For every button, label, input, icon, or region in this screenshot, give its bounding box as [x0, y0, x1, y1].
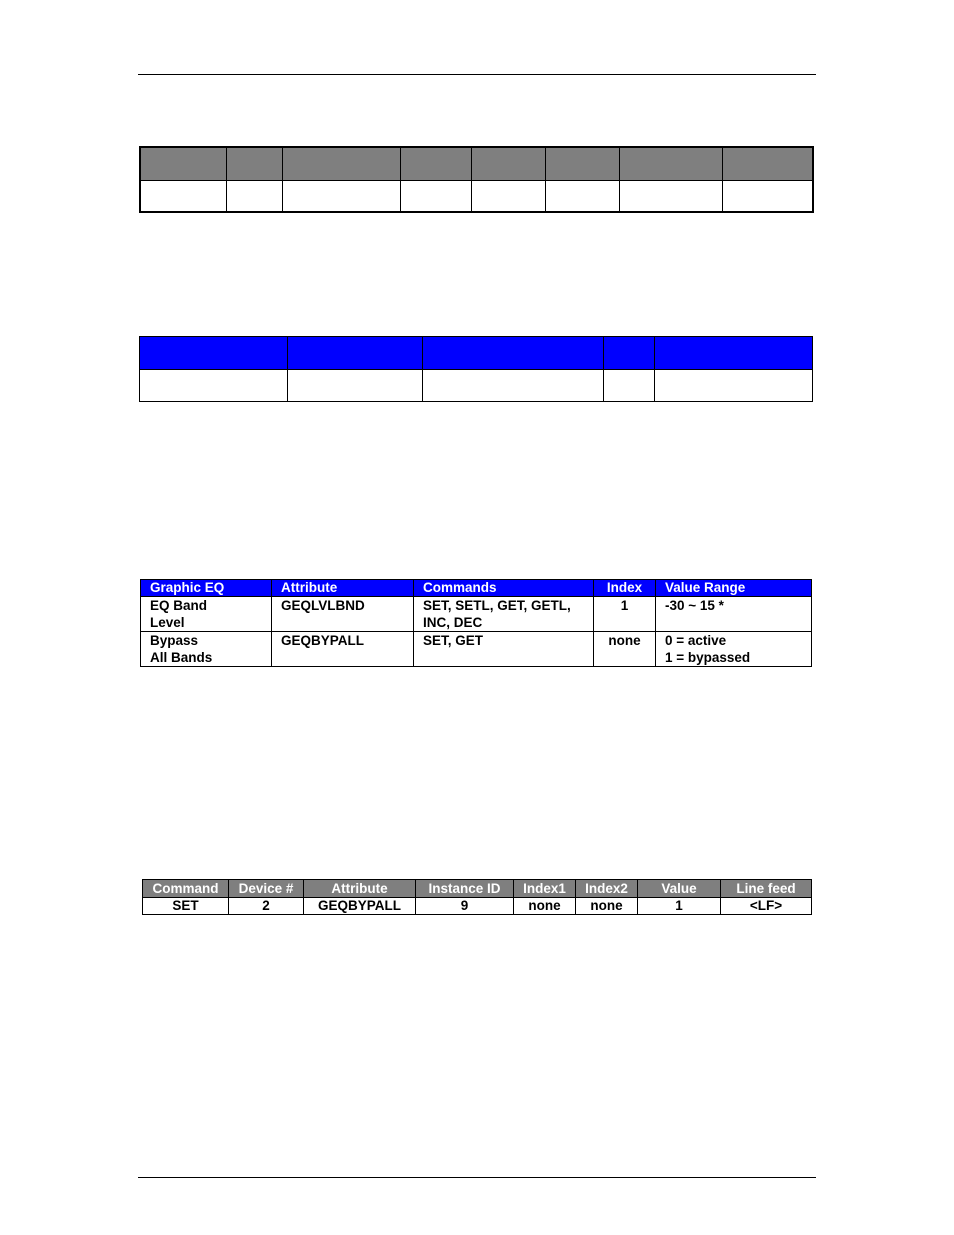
header-commands: Commands [414, 580, 594, 597]
header-line-feed: Line feed [721, 880, 812, 898]
header-cell [722, 147, 813, 181]
index2-cell: none [576, 898, 638, 915]
header-cell [140, 147, 226, 181]
index1-cell: none [514, 898, 576, 915]
name-cell [141, 632, 272, 667]
commands-cell [414, 597, 594, 632]
value-range-cell [656, 597, 812, 632]
header-cell [655, 337, 813, 370]
blank-command-header-row [140, 147, 813, 181]
blank-command-table [139, 146, 814, 213]
header-cell [471, 147, 545, 181]
index-cell: none [594, 632, 656, 667]
cell [722, 181, 813, 213]
attribute-cell: GEQBYPALL [272, 632, 414, 667]
cell [471, 181, 545, 213]
attribute-cell: GEQBYPALL [304, 898, 416, 915]
table-row [143, 898, 812, 915]
cell [545, 181, 619, 213]
cell [400, 181, 471, 213]
header-index2: Index2 [576, 880, 638, 898]
header-device-number: Device # [229, 880, 304, 898]
commands-cell [414, 632, 594, 667]
instance-id-cell: 9 [416, 898, 514, 915]
header-instance-id: Instance ID [416, 880, 514, 898]
header-cell [604, 337, 655, 370]
attribute-cell: GEQLVLBND [272, 597, 414, 632]
header-attribute: Attribute [272, 580, 414, 597]
name-line: Bypass [150, 633, 199, 648]
header-graphic-eq: Graphic EQ [141, 580, 272, 597]
cell [140, 370, 288, 402]
cell [140, 181, 226, 213]
range-line: -30 ~ 15 * [665, 598, 724, 613]
name-line: Level [150, 615, 185, 630]
header-cell [282, 147, 400, 181]
footer-rule [138, 1177, 816, 1178]
header-rule [138, 74, 816, 75]
header-index: Index [594, 580, 656, 597]
cell [288, 370, 423, 402]
blank-attribute-table [139, 336, 813, 402]
header-cell [288, 337, 423, 370]
header-attribute: Attribute [304, 880, 416, 898]
value-range-cell [656, 632, 812, 667]
graphic-eq-attribute-table [140, 579, 812, 667]
cell [655, 370, 813, 402]
table-row [141, 597, 812, 632]
cell [604, 370, 655, 402]
cell [226, 181, 282, 213]
device-number-cell: 2 [229, 898, 304, 915]
line-feed-cell: <LF> [721, 898, 812, 915]
header-cell [619, 147, 722, 181]
header-command: Command [143, 880, 229, 898]
cell [619, 181, 722, 213]
value-cell: 1 [638, 898, 721, 915]
commands-line: SET, SETL, GET, GETL, [423, 598, 571, 613]
header-value-range: Value Range [656, 580, 812, 597]
name-line: All Bands [150, 650, 213, 665]
cell [282, 181, 400, 213]
blank-command-row [140, 181, 813, 213]
table-row [141, 632, 812, 667]
header-index1: Index1 [514, 880, 576, 898]
commands-line: SET, GET [423, 633, 484, 648]
header-cell [545, 147, 619, 181]
header-value: Value [638, 880, 721, 898]
header-cell [400, 147, 471, 181]
header-cell [140, 337, 288, 370]
index-cell: 1 [594, 597, 656, 632]
command-cell: SET [143, 898, 229, 915]
blank-attribute-header-row [140, 337, 813, 370]
name-line: EQ Band [150, 598, 208, 613]
command-example-table [142, 879, 812, 915]
graphic-eq-header-row [141, 580, 812, 597]
cell [423, 370, 604, 402]
range-line: 0 = active [665, 633, 727, 648]
header-cell [226, 147, 282, 181]
commands-line: INC, DEC [423, 615, 483, 630]
blank-attribute-row [140, 370, 813, 402]
range-line: 1 = bypassed [665, 650, 751, 665]
name-cell [141, 597, 272, 632]
command-example-header-row [143, 880, 812, 898]
header-cell [423, 337, 604, 370]
